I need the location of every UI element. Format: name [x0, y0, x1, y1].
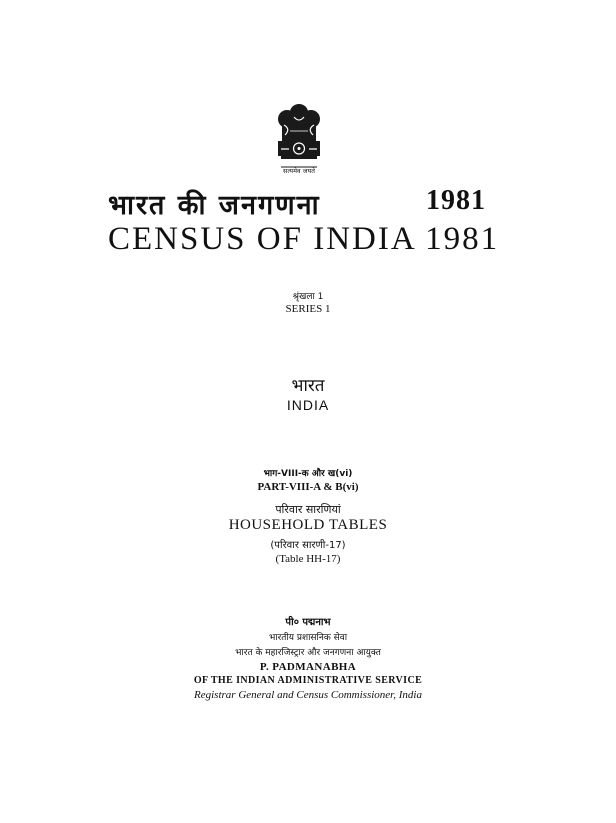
series-hindi: श्रृंखला 1 [292, 292, 324, 302]
title-hindi: भारत की जनगणना [108, 190, 321, 221]
emblem-motto: सत्यमेव जयते [283, 167, 315, 175]
author-hindi-name: पी० पद्मनाभ [285, 617, 331, 628]
country-hindi: भारत [291, 376, 325, 396]
tables-english-code: (Table HH-17) [275, 553, 341, 565]
national-emblem-icon [273, 103, 325, 175]
author-hindi-service: भारतीय प्रशासनिक सेवा [268, 633, 348, 643]
author-english-designation: Registrar General and Census Commissioner, India [194, 689, 422, 701]
part-english: PART-VIII-A & B(vi) [257, 481, 359, 493]
author-english-service: OF THE INDIAN ADMINISTRATIVE SERVICE [193, 675, 423, 686]
author-hindi-designation: भारत के महारजिस्ट्रार और जनगणना आयुक्त [235, 648, 381, 658]
country-english: INDIA [286, 397, 330, 413]
title-hindi-year: 1981 [426, 185, 486, 216]
title-hindi-line [108, 185, 518, 222]
part-hindi: भाग-VIII-क और ख(vi) [263, 469, 353, 479]
series-english: SERIES 1 [285, 303, 331, 315]
tables-hindi-code: (परिवार सारणी-17) [270, 540, 346, 551]
author-english-name: P. PADMANABHA [259, 661, 357, 673]
tables-hindi: परिवार सारणियां [275, 503, 341, 516]
title-english: CENSUS OF INDIA 1981 [108, 221, 500, 257]
tables-english: HOUSEHOLD TABLES [228, 517, 388, 533]
